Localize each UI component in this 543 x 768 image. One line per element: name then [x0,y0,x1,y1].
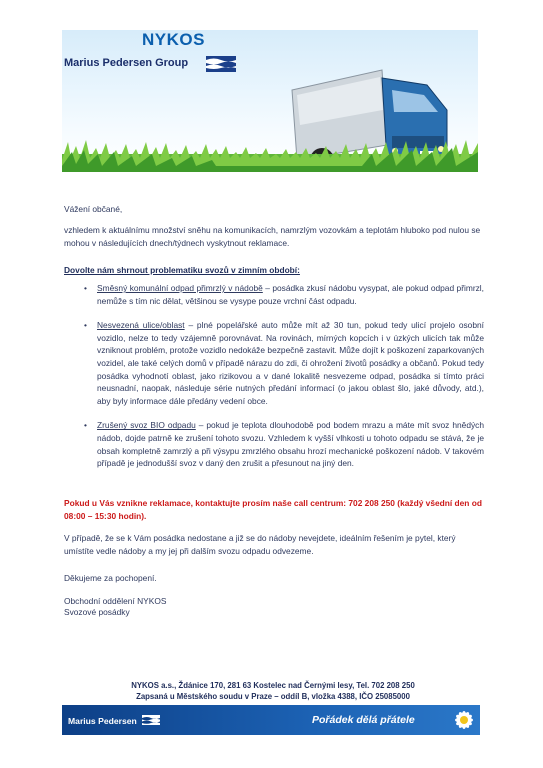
list-item [64,282,484,307]
footer-address-line1: NYKOS a.s., Ždánice 170, 281 63 Kostelec nad Černými lesy, Tel. 702 208 250 [131,681,415,690]
problem-list [64,282,484,482]
bullet-text: – posádka zkusí nádobu vysypat, ale pokud odpad přimrzl, nemůže s tím nic dělat, většinou se vysype pouze vrchní část odpadu. [97,283,484,306]
bullet-term: Nesvezená ulice/oblast [97,320,185,331]
bullet-term: Zrušený svoz BIO odpadu [97,420,196,431]
flag-icon [206,56,236,72]
signature-department: Obchodní oddělení NYKOS [64,596,167,606]
footer-bar [62,705,480,735]
thanks-line: Děkujeme za pochopení. [64,573,157,583]
bullet-icon: • [84,283,87,293]
list-item [64,319,484,407]
group-name: Marius Pedersen Group [64,57,189,69]
call-center-notice: Pokud u Vás vznikne reklamace, kontaktujte prosím naše call centrum: 702 208 250 (každý všední den od 08:00 – 15:30 hodin). [64,498,482,521]
intro-paragraph: vzhledem k aktuálnímu množství sněhu na komunikacích, namrzlým vozovkám a teplotám hluboko pod nulou se mohou v následujících dnech/týdnech vyskytnout reklamace. [64,225,481,248]
flag-icon [142,715,160,725]
bullet-text: – plné popelářské auto může mít až 30 tun, pokud tedy ulicí projelo osobní vozidlo, nelze to tedy vzájemně porovnávat. Na rovinách, mírných kopcích i v úzkých ulicích tak může vzniknout problém, protože vozidlo nedokáže bezpečně zastavit. Může dojít k poškození zaparkovaných vozidel, ale také celých domů v případě nárazu do zdi, či ohrožení životů posádky a občanů. Pokud tedy posádka vyhodnotí oblast, jako rizikovou a v dané lokalitě nesvezeme odpad, posádka si tímto práci neusnadní, naopak, následuje série nutných předání informací (o jakou oblast šlo, jaké důvody, atd.), aby byly informace dále předány vedení obce. [97,320,484,406]
footer-address [64,681,482,702]
list-item [64,419,484,469]
daisy-icon [448,705,480,735]
bullet-icon: • [84,320,87,331]
letter-header [62,30,478,172]
bullet-term: Směsný komunální odpad přimrzlý v nádobě [97,283,263,293]
greeting: Vážení občané, [64,204,123,214]
nykos-logo: NYKOS [142,30,205,49]
signature-crews: Svozové posádky [64,607,130,617]
footer-address-line2: Zapsaná u Městského soudu v Praze – oddíl B, vložka 4388, IČO 25085000 [136,691,410,701]
footer-slogan: Pořádek dělá přátele [312,714,415,726]
bullet-text: – pokud je teplota dlouhodobě pod bodem mrazu a máte mít svoz hnědých nádob, dojde patrně ke zrušení tohoto svozu. Vzhledem k vyšší vlhkosti u tohoto odpadu se stává, že je obsah kompletně zamrzlý a při výsypu zmrzlého obsahu hrozí mechanické poškození nádob. V takovém případě je jednodušší svoz v daný den zrušit a přesunout na jiný den. [97,420,485,469]
bullet-icon: • [84,420,87,431]
grass-decoration [62,140,478,172]
bag-paragraph: V případě, že se k Vám posádka nedostane a již se do nádoby nevejdete, ideálním řešením je pytel, který umístíte vedle nádoby a my jej při dalším svozu odpadu odvezeme. [64,533,456,556]
section-title: Dovolte nám shrnout problematiku svozů v zimním období: [64,265,300,275]
footer-logo: Marius Pedersen [68,716,137,726]
